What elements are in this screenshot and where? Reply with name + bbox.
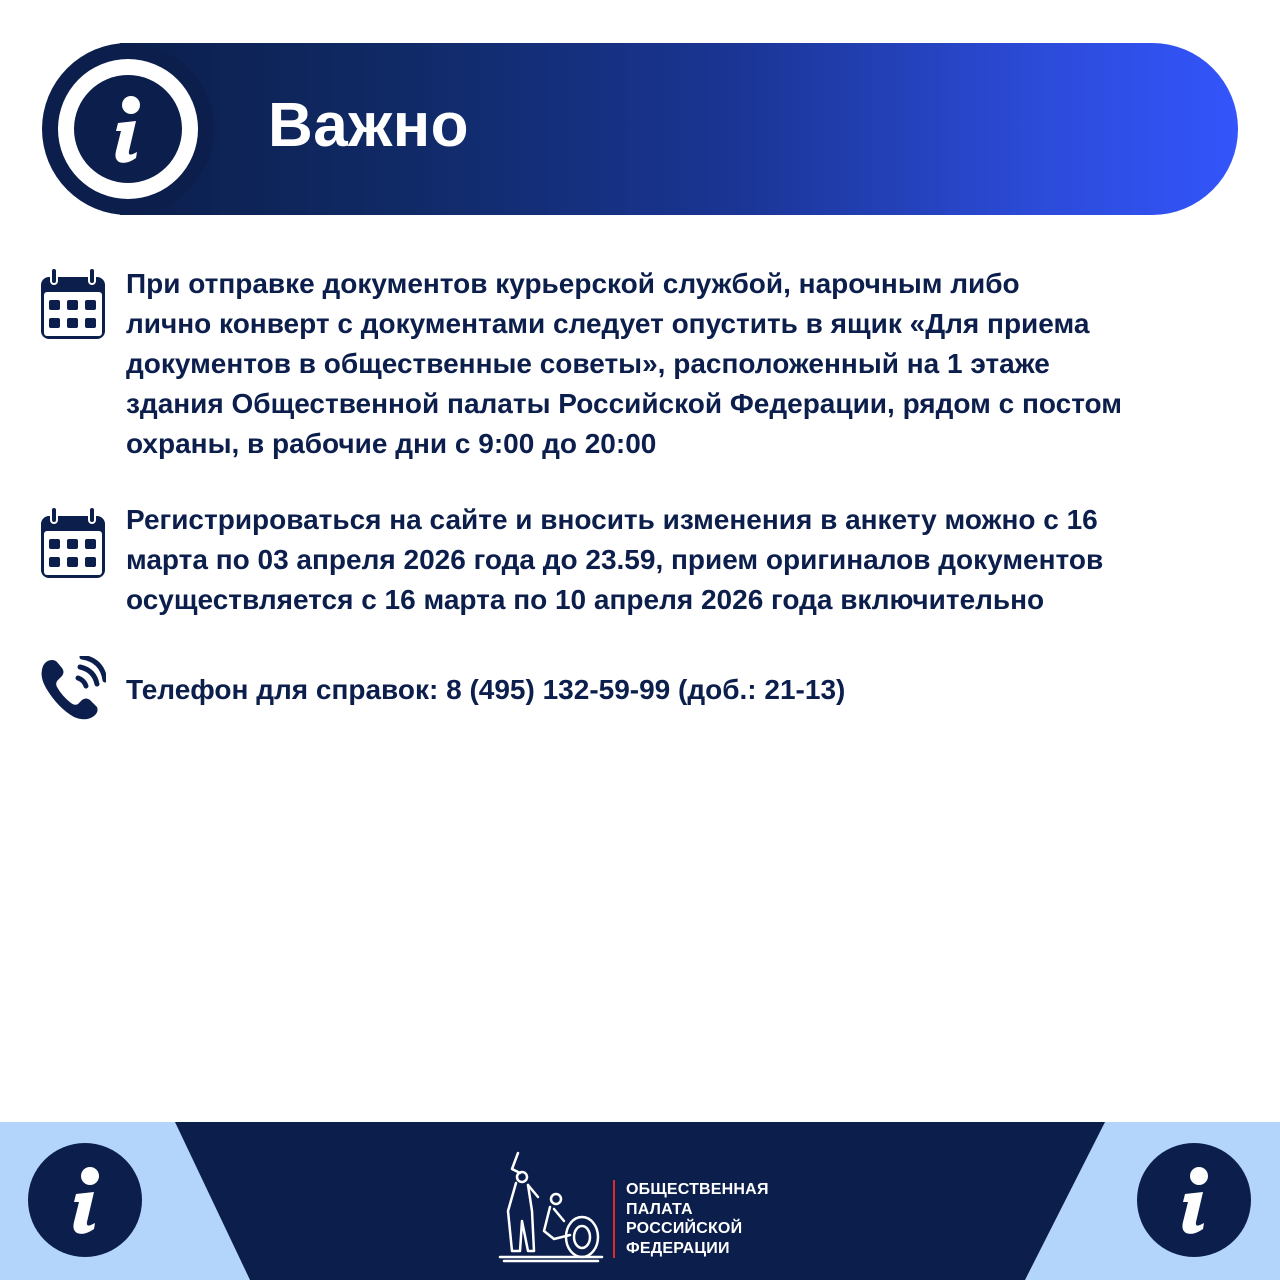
monument-emblem	[498, 1151, 606, 1263]
footer-info-icon-left	[28, 1143, 142, 1257]
footer-info-icon-right	[1137, 1143, 1251, 1257]
org-name: ОБЩЕСТВЕННАЯ ПАЛАТА РОССИЙСКОЙ ФЕДЕРАЦИИ	[626, 1181, 769, 1257]
info-icon	[74, 75, 182, 183]
logo-divider	[613, 1180, 615, 1258]
info-text-registration: Регистрироваться на сайте и вносить изменения в анкету можно с 16 марта по 03 апреля 2026 года до 23.59, прием оригиналов документов осуществляется с 16 марта по 10 апреля 2026 года включительно	[126, 504, 1104, 615]
info-text-delivery: При отправке документов курьерской службой, нарочным либо лично конверт с документами следует опустить в ящик «Для приема документов в общественные советы», расположенный на 1 этаже здания Общественной палаты Российской Федерации, рядом с постом охраны, в рабочие дни с 9:00 до 20:00	[126, 268, 1122, 459]
page-title: Важно	[268, 91, 470, 160]
info-text-phone: Телефон для справок: 8 (495) 132-59-99 (доб.: 21-13)	[126, 674, 846, 705]
calendar-icon	[40, 507, 106, 579]
phone-icon	[40, 656, 106, 722]
calendar-icon	[40, 268, 106, 340]
header-info-badge	[42, 43, 214, 215]
